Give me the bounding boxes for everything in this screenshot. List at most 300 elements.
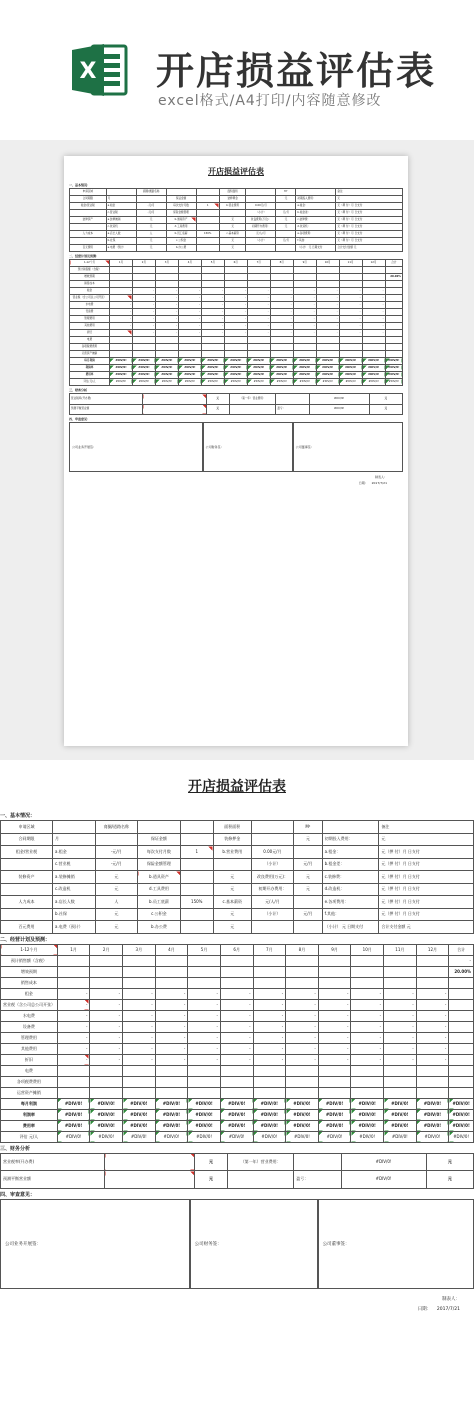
table-cell[interactable]: - xyxy=(132,330,155,337)
table-cell[interactable] xyxy=(105,1171,195,1189)
table-cell[interactable] xyxy=(385,281,402,288)
table-cell[interactable]: #DIV/0! xyxy=(57,1131,90,1142)
table-cell[interactable]: - xyxy=(247,295,270,302)
table-cell[interactable]: - xyxy=(384,1021,417,1032)
table-cell[interactable]: - xyxy=(123,1043,156,1054)
table-cell[interactable]: 合同期限 xyxy=(1,833,53,846)
table-cell[interactable]: 元 xyxy=(136,238,166,245)
table-cell[interactable]: 预测平衡营业额 xyxy=(70,404,143,415)
table-cell[interactable] xyxy=(132,274,155,281)
plan-header-cell[interactable]: 合计 xyxy=(449,944,474,955)
plan-row-label[interactable]: 费用率 xyxy=(1,1120,58,1131)
table-cell[interactable]: - xyxy=(316,309,339,316)
table-cell[interactable] xyxy=(339,337,362,344)
table-cell[interactable]: - xyxy=(339,302,362,309)
plan-row-label[interactable]: 各项税费费用 xyxy=(1,1076,58,1087)
table-cell[interactable] xyxy=(132,351,155,358)
table-cell[interactable] xyxy=(90,1076,123,1087)
table-cell[interactable]: -元/月 xyxy=(136,203,166,210)
table-cell[interactable]: - xyxy=(155,1021,188,1032)
plan-header-cell[interactable]: 10月 xyxy=(316,260,339,267)
table-cell[interactable]: f.其他： xyxy=(322,908,379,921)
plan-header-cell[interactable]: 3月 xyxy=(155,260,178,267)
table-cell[interactable] xyxy=(132,267,155,274)
table-cell[interactable]: 初期开办费用： xyxy=(251,883,294,896)
table-cell[interactable]: - xyxy=(132,288,155,295)
table-cell[interactable]: - xyxy=(416,1054,449,1065)
table-cell[interactable]: - xyxy=(416,1010,449,1021)
table-cell[interactable] xyxy=(339,267,362,274)
table-cell[interactable]: - xyxy=(270,288,293,295)
table-cell[interactable]: #DIV/0! xyxy=(201,372,224,379)
table-cell[interactable]: - xyxy=(224,323,247,330)
table-cell[interactable] xyxy=(155,281,178,288)
table-cell[interactable]: a.租金 xyxy=(53,846,96,859)
table-cell[interactable]: #DIV/0! xyxy=(188,1120,221,1131)
plan-header-cell[interactable]: 7月 xyxy=(247,260,270,267)
table-cell[interactable] xyxy=(1,883,53,896)
table-cell[interactable]: #DIV/0! xyxy=(155,1131,188,1142)
plan-header-cell[interactable]: 12月 xyxy=(362,260,385,267)
table-cell[interactable]: e.各项费用： xyxy=(322,896,379,909)
plan-header-cell[interactable]: 1月 xyxy=(109,260,132,267)
table-cell[interactable] xyxy=(219,210,246,217)
table-cell[interactable]: - xyxy=(220,1010,253,1021)
table-cell[interactable]: - xyxy=(224,288,247,295)
table-cell[interactable] xyxy=(109,337,132,344)
table-cell[interactable]: 盈亏： xyxy=(276,404,309,415)
table-cell[interactable]: 元 xyxy=(213,871,251,884)
table-cell[interactable]: b.营业费用 xyxy=(219,203,246,210)
table-cell[interactable] xyxy=(166,189,196,196)
table-cell[interactable] xyxy=(109,344,132,351)
table-cell[interactable]: #DIV/0! xyxy=(188,1098,221,1109)
table-cell[interactable] xyxy=(385,309,402,316)
table-cell[interactable]: b.道具资产 xyxy=(138,871,181,884)
table-cell[interactable]: - xyxy=(188,1010,221,1021)
table-cell[interactable]: 装修资产 xyxy=(1,871,53,884)
table-cell[interactable] xyxy=(180,908,213,921)
table-cell[interactable] xyxy=(57,1087,90,1098)
table-cell[interactable] xyxy=(449,1087,474,1098)
table-cell[interactable]: #DIV/0! xyxy=(384,1109,417,1120)
table-cell[interactable]: - xyxy=(253,1010,286,1021)
table-cell[interactable] xyxy=(276,231,296,238)
table-cell[interactable]: #DIV/0! xyxy=(339,372,362,379)
plan-header-cell[interactable]: 7月 xyxy=(253,944,286,955)
table-cell[interactable] xyxy=(286,977,319,988)
table-cell[interactable]: - xyxy=(155,1054,188,1065)
plan-row-label[interactable]: 评估 元/人 xyxy=(1,1131,58,1142)
table-cell[interactable]: 初期开办费用： xyxy=(246,224,276,231)
table-cell[interactable] xyxy=(155,274,178,281)
table-cell[interactable]: 月 xyxy=(53,833,96,846)
table-cell[interactable]: #DIV/0! xyxy=(178,358,201,365)
table-cell[interactable]: 商圈/道路名称 xyxy=(95,821,138,834)
table-cell[interactable]: - xyxy=(57,1043,90,1054)
plan-row-label[interactable]: 折旧 xyxy=(1,1054,58,1065)
table-cell[interactable]: 元（押 付）月 日支付 xyxy=(379,871,474,884)
table-cell[interactable]: #DIV/0! xyxy=(362,379,385,386)
table-cell[interactable]: #DIV/0! xyxy=(155,358,178,365)
table-cell[interactable]: - xyxy=(362,323,385,330)
table-cell[interactable] xyxy=(253,1065,286,1076)
table-cell[interactable] xyxy=(57,955,90,966)
table-cell[interactable]: 元（押 付）月 日支付 xyxy=(379,858,474,871)
table-cell[interactable]: - xyxy=(57,1010,90,1021)
table-cell[interactable]: - xyxy=(362,302,385,309)
table-cell[interactable]: - xyxy=(178,295,201,302)
table-cell[interactable] xyxy=(196,217,219,224)
table-cell[interactable] xyxy=(95,833,138,846)
table-cell[interactable] xyxy=(322,821,379,834)
table-cell[interactable]: #DIV/0! xyxy=(286,1098,319,1109)
table-cell[interactable] xyxy=(247,351,270,358)
table-cell[interactable]: #DIV/0! xyxy=(188,1109,221,1120)
table-cell[interactable]: #DIV/0! xyxy=(123,1120,156,1131)
table-cell[interactable]: #DIV/0! xyxy=(351,1120,384,1131)
table-cell[interactable] xyxy=(293,274,316,281)
table-cell[interactable]: #DIV/0! xyxy=(132,365,155,372)
table-cell[interactable]: 月 xyxy=(106,196,136,203)
table-cell[interactable]: - xyxy=(339,288,362,295)
table-cell[interactable] xyxy=(196,196,219,203)
table-cell[interactable]: - xyxy=(247,323,270,330)
table-cell[interactable] xyxy=(109,267,132,274)
table-cell[interactable] xyxy=(351,1087,384,1098)
review-finance[interactable]: 公司财务签： xyxy=(203,422,293,472)
table-cell[interactable]: - xyxy=(318,988,351,999)
table-cell[interactable] xyxy=(178,344,201,351)
plan-row-label[interactable]: 预计销售额（含税） xyxy=(70,267,110,274)
table-cell[interactable]: 保证金额 xyxy=(138,833,181,846)
plan-header-cell[interactable]: 合计 xyxy=(385,260,402,267)
table-cell[interactable]: - xyxy=(155,330,178,337)
plan-row-label[interactable]: 运营资产摊销 xyxy=(70,351,110,358)
table-cell[interactable] xyxy=(53,821,96,834)
table-cell[interactable]: #DIV/0! xyxy=(201,365,224,372)
table-cell[interactable]: 面积面积 xyxy=(219,189,246,196)
plan-header-cell[interactable]: 6月 xyxy=(220,944,253,955)
table-cell[interactable]: 申请区域 xyxy=(70,189,107,196)
plan-row-label[interactable]: 预计销售额（含税） xyxy=(1,955,58,966)
table-cell[interactable] xyxy=(246,196,276,203)
table-cell[interactable]: - xyxy=(247,316,270,323)
plan-row-label[interactable]: 租金 xyxy=(1,988,58,999)
table-cell[interactable]: 元（押 付）月 日支付 xyxy=(336,238,403,245)
plan-header-cell[interactable]: 4月 xyxy=(178,260,201,267)
table-cell[interactable]: 元 xyxy=(379,833,474,846)
table-cell[interactable] xyxy=(188,977,221,988)
table-cell[interactable]: - xyxy=(286,1032,319,1043)
table-cell[interactable]: 人 xyxy=(95,896,138,909)
table-cell[interactable] xyxy=(224,281,247,288)
table-cell[interactable]: - xyxy=(220,1054,253,1065)
table-cell[interactable]: 保险金额管理 xyxy=(138,858,181,871)
table-cell[interactable]: - xyxy=(57,1021,90,1032)
table-cell[interactable]: - xyxy=(351,999,384,1010)
table-cell[interactable] xyxy=(201,351,224,358)
table-cell[interactable]: - xyxy=(109,295,132,302)
plan-row-label[interactable]: 营业税（含公司总公司开张） xyxy=(70,295,110,302)
plan-row-label[interactable]: 租金 xyxy=(70,288,110,295)
table-cell[interactable]: - xyxy=(339,330,362,337)
table-cell[interactable] xyxy=(178,274,201,281)
table-cell[interactable]: #DIV/0! xyxy=(155,1098,188,1109)
table-cell[interactable]: - xyxy=(384,1043,417,1054)
table-cell[interactable]: - xyxy=(318,1021,351,1032)
table-cell[interactable]: - xyxy=(132,323,155,330)
table-cell[interactable]: - xyxy=(253,1054,286,1065)
table-cell[interactable] xyxy=(339,281,362,288)
table-cell[interactable]: - xyxy=(123,1010,156,1021)
table-cell[interactable] xyxy=(416,977,449,988)
table-cell[interactable]: 人力成本 xyxy=(1,896,53,909)
table-cell[interactable] xyxy=(90,1087,123,1098)
table-cell[interactable]: a.店长人数 xyxy=(106,231,136,238)
table-cell[interactable]: #DIV/0! xyxy=(123,1109,156,1120)
table-cell[interactable]: #DIV/0! xyxy=(385,358,402,365)
table-cell[interactable] xyxy=(449,999,474,1010)
table-cell[interactable]: #DIV/0! xyxy=(178,372,201,379)
plan-row-label[interactable]: 各项税费费用 xyxy=(70,344,110,351)
table-cell[interactable] xyxy=(270,267,293,274)
table-cell[interactable]: 元 xyxy=(294,833,322,846)
table-cell[interactable]: 备注 xyxy=(336,189,403,196)
table-cell[interactable]: 备注 xyxy=(379,821,474,834)
table-cell[interactable]: - xyxy=(155,323,178,330)
table-cell[interactable] xyxy=(1,908,53,921)
table-cell[interactable] xyxy=(316,267,339,274)
table-cell[interactable]: #DIV/0! xyxy=(362,365,385,372)
table-cell[interactable]: （第一年）营业费用： xyxy=(229,394,276,405)
table-cell[interactable]: - xyxy=(109,316,132,323)
table-cell[interactable]: #DIV/0! xyxy=(224,379,247,386)
table-cell[interactable]: - xyxy=(90,1054,123,1065)
table-cell[interactable]: 元 xyxy=(426,1171,473,1189)
table-cell[interactable]: #DIV/0! xyxy=(316,379,339,386)
table-cell[interactable]: - xyxy=(318,1032,351,1043)
table-cell[interactable]: #DIV/0! xyxy=(57,1098,90,1109)
table-cell[interactable]: - xyxy=(220,1021,253,1032)
table-cell[interactable]: 0.00元/月 xyxy=(251,846,294,859)
table-cell[interactable]: 元 xyxy=(206,394,229,405)
table-cell[interactable]: 营业税率(开办费) xyxy=(70,394,143,405)
table-cell[interactable] xyxy=(253,966,286,977)
table-cell[interactable]: c.营业税 xyxy=(53,858,96,871)
table-cell[interactable] xyxy=(180,883,213,896)
table-cell[interactable]: 150% xyxy=(180,896,213,909)
plan-header-cell[interactable]: 4月 xyxy=(155,944,188,955)
table-cell[interactable]: - xyxy=(201,316,224,323)
table-cell[interactable]: 元 xyxy=(336,196,403,203)
table-cell[interactable] xyxy=(449,1010,474,1021)
review-business[interactable]: 公司业务开展签： xyxy=(69,422,203,472)
table-cell[interactable]: #DIV/0! xyxy=(188,1131,221,1142)
table-cell[interactable]: b.营业费用 xyxy=(213,846,251,859)
table-cell[interactable] xyxy=(362,274,385,281)
table-cell[interactable]: f.其他： xyxy=(296,238,336,245)
table-cell[interactable] xyxy=(123,1087,156,1098)
table-cell[interactable]: c.公积金 xyxy=(138,908,181,921)
table-cell[interactable]: #DIV/0! xyxy=(286,1120,319,1131)
table-cell[interactable]: #DIV/0! xyxy=(339,365,362,372)
table-cell[interactable]: #DIV/0! xyxy=(416,1120,449,1131)
table-cell[interactable] xyxy=(339,351,362,358)
table-cell[interactable] xyxy=(90,955,123,966)
table-cell[interactable] xyxy=(136,196,166,203)
table-cell[interactable]: - xyxy=(178,288,201,295)
table-cell[interactable]: - xyxy=(123,988,156,999)
table-cell[interactable]: - xyxy=(416,1021,449,1032)
table-cell[interactable] xyxy=(155,344,178,351)
table-cell[interactable] xyxy=(384,955,417,966)
table-cell[interactable]: - xyxy=(90,1043,123,1054)
table-cell[interactable] xyxy=(293,267,316,274)
table-cell[interactable] xyxy=(132,337,155,344)
table-cell[interactable] xyxy=(123,1065,156,1076)
table-cell[interactable]: #DIV/0! xyxy=(318,1131,351,1142)
plan-row-label[interactable]: 增效预期 xyxy=(1,966,58,977)
table-cell[interactable] xyxy=(220,1065,253,1076)
table-cell[interactable]: - xyxy=(416,1032,449,1043)
table-cell[interactable]: #DIV/0! xyxy=(341,1171,426,1189)
table-cell[interactable]: 元 xyxy=(219,245,246,252)
table-cell[interactable]: - xyxy=(247,330,270,337)
table-cell[interactable] xyxy=(224,267,247,274)
table-cell[interactable] xyxy=(449,1032,474,1043)
table-cell[interactable]: - xyxy=(270,302,293,309)
table-cell[interactable]: - xyxy=(270,316,293,323)
table-cell[interactable]: - xyxy=(188,999,221,1010)
table-cell[interactable]: - xyxy=(188,1054,221,1065)
table-cell[interactable] xyxy=(251,833,294,846)
table-cell[interactable]: - xyxy=(286,999,319,1010)
table-cell[interactable] xyxy=(70,210,107,217)
table-cell[interactable] xyxy=(201,344,224,351)
table-cell[interactable]: - xyxy=(188,1021,221,1032)
table-cell[interactable]: c.改造机 xyxy=(53,883,96,896)
plan-header-cell[interactable]: 2月 xyxy=(90,944,123,955)
table-cell[interactable]: - xyxy=(416,1043,449,1054)
table-cell[interactable]: - xyxy=(155,316,178,323)
table-cell[interactable] xyxy=(294,921,322,934)
plan-header-cell[interactable]: 12月 xyxy=(416,944,449,955)
table-cell[interactable]: 20.00% xyxy=(449,966,474,977)
plan-row-label[interactable]: 折旧 xyxy=(70,330,110,337)
table-cell[interactable]: d.改造机： xyxy=(296,224,336,231)
table-cell[interactable]: -元/月 xyxy=(95,846,138,859)
table-cell[interactable]: - xyxy=(178,302,201,309)
table-cell[interactable]: - xyxy=(293,309,316,316)
table-cell[interactable] xyxy=(270,337,293,344)
table-cell[interactable]: - xyxy=(201,295,224,302)
table-cell[interactable] xyxy=(57,1065,90,1076)
table-cell[interactable]: #DIV/0! xyxy=(293,365,316,372)
table-cell[interactable]: e.各项费用： xyxy=(296,231,336,238)
table-cell[interactable] xyxy=(155,1076,188,1087)
table-cell[interactable]: - xyxy=(316,295,339,302)
plan-header-cell[interactable]: 9月 xyxy=(318,944,351,955)
table-cell[interactable] xyxy=(253,1087,286,1098)
table-cell[interactable]: #DIV/0! xyxy=(224,372,247,379)
plan-row-label[interactable]: 水电费 xyxy=(1,1010,58,1021)
table-cell[interactable]: 元（押 付）月 日支付 xyxy=(379,896,474,909)
table-cell[interactable]: （小计） xyxy=(246,238,276,245)
table-cell[interactable]: 租金/营业税 xyxy=(70,203,107,210)
table-cell[interactable]: 每次支付月数 xyxy=(166,203,196,210)
table-cell[interactable] xyxy=(123,1076,156,1087)
table-cell[interactable] xyxy=(196,224,219,231)
table-cell[interactable] xyxy=(318,1087,351,1098)
table-cell[interactable]: #DIV/0! xyxy=(178,365,201,372)
table-cell[interactable] xyxy=(224,344,247,351)
table-cell[interactable]: - xyxy=(155,1043,188,1054)
table-cell[interactable]: - xyxy=(90,988,123,999)
table-cell[interactable]: #DIV/0! xyxy=(416,1098,449,1109)
table-cell[interactable] xyxy=(196,238,219,245)
table-cell[interactable]: 元 xyxy=(95,871,138,884)
table-cell[interactable]: - xyxy=(178,316,201,323)
table-cell[interactable] xyxy=(362,267,385,274)
table-cell[interactable] xyxy=(57,977,90,988)
table-cell[interactable]: - xyxy=(286,1021,319,1032)
table-cell[interactable]: - xyxy=(188,1032,221,1043)
plan-row-label[interactable]: 利润率 xyxy=(70,365,110,372)
plan-row-label[interactable]: 每月利润 xyxy=(1,1098,58,1109)
table-cell[interactable]: a.装修摊销 xyxy=(53,871,96,884)
table-cell[interactable]: 元 xyxy=(95,883,138,896)
table-cell[interactable] xyxy=(143,404,206,415)
table-cell[interactable]: #DIV/0! xyxy=(384,1120,417,1131)
table-cell[interactable]: #DIV/0! xyxy=(385,372,402,379)
table-cell[interactable]: - xyxy=(201,323,224,330)
table-cell[interactable]: #DIV/0! xyxy=(178,379,201,386)
table-cell[interactable]: b.办公费 xyxy=(166,245,196,252)
plan-header-cell[interactable]: 6月 xyxy=(224,260,247,267)
table-cell[interactable]: c.基本薪资 xyxy=(219,231,246,238)
table-cell[interactable] xyxy=(247,267,270,274)
table-cell[interactable]: -元/月 xyxy=(136,210,166,217)
plan-row-label[interactable]: 其他费用 xyxy=(70,323,110,330)
table-cell[interactable] xyxy=(155,977,188,988)
table-cell[interactable] xyxy=(416,1076,449,1087)
table-cell[interactable]: #DIV/0! xyxy=(90,1131,123,1142)
table-cell[interactable]: #DIV/0! xyxy=(109,379,132,386)
table-cell[interactable] xyxy=(362,337,385,344)
plan-row-label[interactable]: 销售成本 xyxy=(70,281,110,288)
table-cell[interactable]: - xyxy=(178,309,201,316)
table-cell[interactable]: #DIV/0! xyxy=(90,1109,123,1120)
table-cell[interactable] xyxy=(178,337,201,344)
table-cell[interactable]: - xyxy=(109,323,132,330)
plan-row-label[interactable]: 增效预期 xyxy=(70,274,110,281)
table-cell[interactable] xyxy=(449,977,474,988)
review-board[interactable]: 公司董事签： xyxy=(318,1199,474,1289)
table-cell[interactable]: 元 xyxy=(369,404,402,415)
table-cell[interactable]: #DIV/0! xyxy=(449,1120,474,1131)
table-cell[interactable]: c.装修费： xyxy=(322,871,379,884)
table-cell[interactable]: - xyxy=(155,988,188,999)
table-cell[interactable]: - xyxy=(132,302,155,309)
table-cell[interactable]: 租金/营业税 xyxy=(1,846,53,859)
table-cell[interactable]: - xyxy=(90,999,123,1010)
table-cell[interactable]: #DIV/0! xyxy=(309,394,369,405)
table-cell[interactable] xyxy=(270,281,293,288)
table-cell[interactable] xyxy=(247,281,270,288)
table-cell[interactable] xyxy=(449,1076,474,1087)
table-cell[interactable]: - xyxy=(351,1021,384,1032)
